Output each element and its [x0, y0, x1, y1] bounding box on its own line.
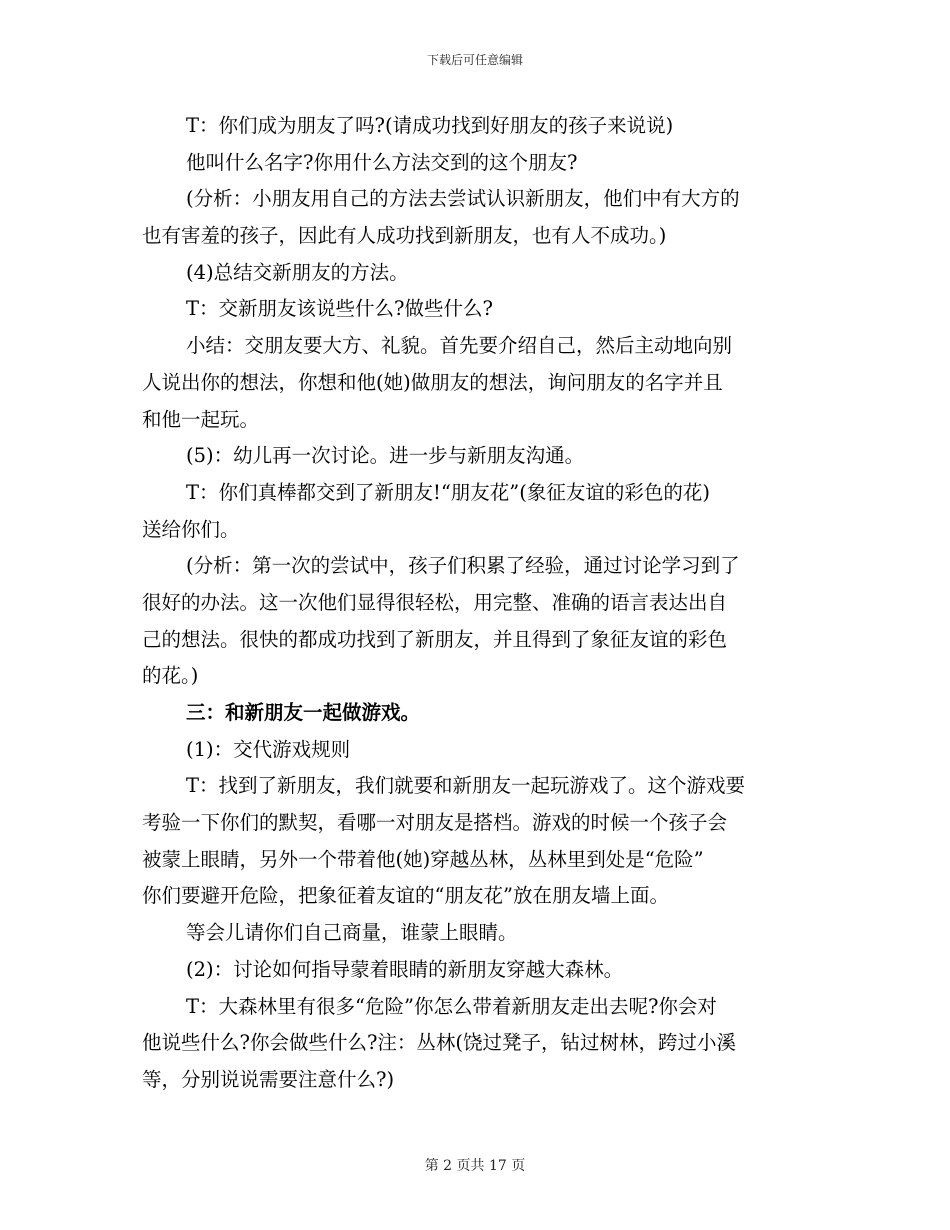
text-line: 等，分别说说需要注意什么?)	[142, 1067, 395, 1091]
text-line: 送给你们。	[142, 517, 240, 541]
text-line: (分析：小朋友用自己的方法去尝试认识新朋友，他们中有大方的	[186, 187, 740, 211]
text-line: 人说出你的想法，你想和他(她)做朋友的想法，询问朋友的名字并且	[142, 370, 723, 394]
text-line: 你们要避开危险，把象征着友谊的“朋友花”放在朋友墙上面。	[142, 884, 669, 908]
text-line: 他叫什么名字?你用什么方法交到的这个朋友?	[186, 150, 578, 174]
text-line: 的花。)	[142, 664, 199, 688]
text-line: 小结：交朋友要大方、礼貌。首先要介绍自己，然后主动地向别	[186, 334, 733, 358]
text-line: T：找到了新朋友，我们就要和新朋友一起玩游戏了。这个游戏要	[186, 774, 746, 798]
text-line: 己的想法。很快的都成功找到了新朋友，并且得到了象征友谊的彩色	[142, 627, 728, 651]
text-line: 考验一下你们的默契，看哪一对朋友是搭档。游戏的时候一个孩子会	[142, 811, 728, 835]
text-line: 和他一起玩。	[142, 407, 260, 431]
text-line: T：交新朋友该说些什么?做些什么?	[186, 297, 493, 321]
text-line: 也有害羞的孩子，因此有人成功找到新朋友，也有人不成功。)	[142, 224, 667, 248]
section-heading: 三：和新朋友一起做游戏。	[186, 701, 421, 724]
text-line: (1)：交代游戏规则	[186, 737, 351, 761]
text-line: T：你们成为朋友了吗?(请成功找到好朋友的孩子来说说)	[186, 114, 674, 137]
document-body	[142, 108, 810, 1099]
text-line: (4)总结交新朋友的方法。	[186, 260, 409, 284]
text-line: (2)：讨论如何指导蒙着眼睛的新朋友穿越大森林。	[186, 957, 624, 981]
page-number: 第 2 页共 17 页	[424, 1158, 526, 1174]
text-line: T：你们真棒都交到了新朋友!“朋友花”(象征友谊的彩色的花)	[186, 480, 710, 504]
page-header: 下载后可任意编辑	[426, 53, 523, 67]
text-line: (分析：第一次的尝试中，孩子们积累了经验，通过讨论学习到了	[186, 554, 740, 578]
text-line: 被蒙上眼睛，另外一个带着他(她)穿越丛林，丛林里到处是“危险”	[142, 847, 704, 871]
text-line: T：大森林里有很多“危险”你怎么带着新朋友走出去呢?你会对	[186, 994, 717, 1018]
text-line: 他说些什么?你会做些什么?注：丛林(饶过凳子，钻过树林，跨过小溪	[142, 1031, 737, 1055]
text-line: (5)：幼儿再一次讨论。进一步与新朋友沟通。	[186, 444, 585, 468]
text-line: 很好的办法。这一次他们显得很轻松，用完整、准确的语言表达出自	[142, 590, 728, 614]
text-line: 等会儿请你们自己商量，谁蒙上眼睛。	[186, 921, 518, 945]
